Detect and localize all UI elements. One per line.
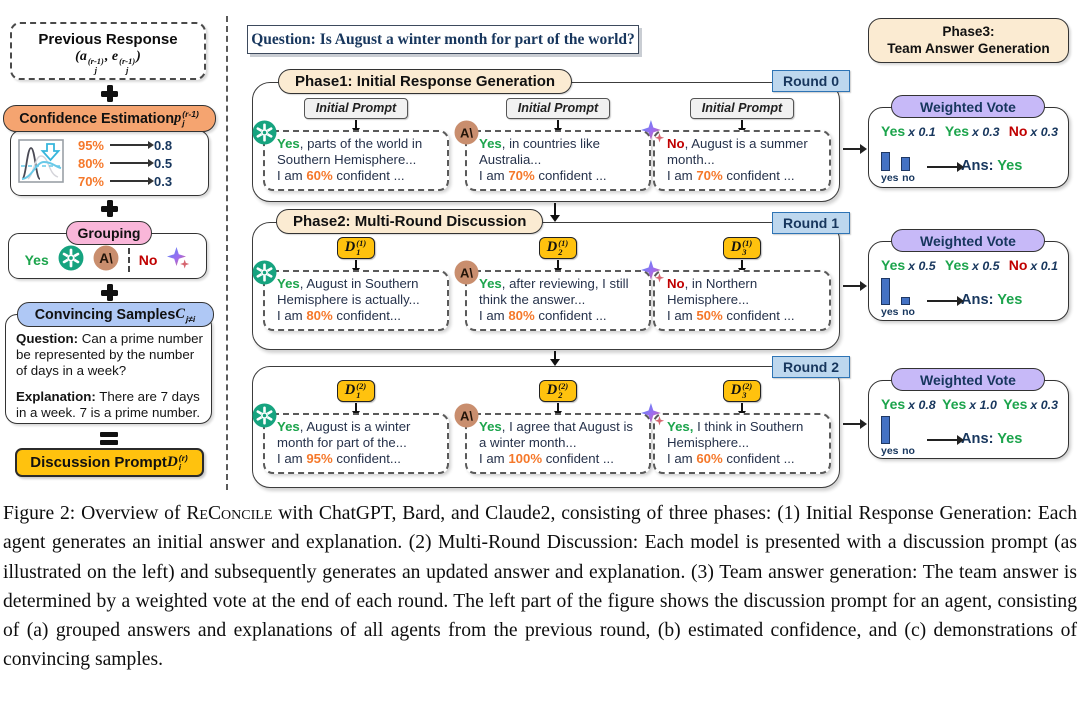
agent-column — [653, 98, 831, 191]
sample-explanation: Explanation: There are 7 days in a week. 7 is a prime number. — [16, 388, 201, 420]
vote-result-row — [869, 139, 1068, 188]
down-arrow-icon — [741, 403, 743, 411]
confidence-line: I am 60% confident ... — [667, 451, 795, 467]
down-arrow-icon — [557, 260, 559, 268]
right-arrow-icon — [927, 439, 957, 441]
discussion-prompt-label: D (2) 3 — [723, 380, 761, 402]
team-answer: Ans: Yes — [961, 431, 1023, 447]
confidence-line: I am 100% confident ... — [479, 451, 614, 467]
convincing-samples-header: Convincing Samples C j≠i — [17, 302, 214, 327]
reconcile-brand: ReConcile — [186, 503, 273, 524]
agent-column — [263, 98, 449, 191]
round-2-tag: Round 2 — [772, 356, 850, 378]
convincing-samples-box — [5, 314, 212, 424]
plus-icon — [101, 85, 118, 102]
distribution-chart-icon — [18, 139, 64, 188]
vote-weights: Yes x 0.1 Yes x 0.3 No x 0.3 — [881, 123, 1058, 139]
chatgpt-icon — [58, 245, 84, 276]
team-answer: Ans: Yes — [961, 158, 1023, 174]
right-arrow-icon — [110, 144, 148, 146]
confidence-line: I am 60% confident ... — [277, 168, 405, 184]
down-arrow-icon — [355, 403, 357, 411]
question-box: Question: Is August a winter month for part of the world? — [247, 25, 639, 54]
group-divider — [128, 248, 130, 272]
agent-column — [653, 380, 831, 474]
confidence-line: I am 70% confident ... — [479, 168, 607, 184]
claude-icon — [93, 245, 119, 276]
flow-arrow-right — [843, 148, 860, 150]
confidence-mapping-box — [10, 130, 209, 196]
claude-response-r0: A\ Yes, in countries like Australia... I am 70% confident ... — [465, 130, 651, 191]
flow-arrow-right — [843, 285, 860, 287]
previous-response-title: Previous Response — [38, 31, 178, 48]
grouping-yes-label: Yes — [24, 252, 49, 268]
agent-column — [263, 237, 449, 331]
svg-text:A\: A\ — [459, 265, 474, 281]
claude-response-r2: A\ Yes, I agree that August is a winter month... I am 100% confident ... — [465, 413, 651, 474]
yes-bar — [881, 278, 890, 305]
vote-result-row — [869, 273, 1068, 322]
chatgpt-icon — [252, 403, 277, 428]
round-2-container — [252, 366, 840, 488]
discussion-prompt-label: D (1) 1 — [337, 237, 375, 259]
bard-response-r2: Yes, I think in Southern Hemisphere... I am 60% confident ... — [653, 413, 831, 474]
svg-text:A\: A\ — [459, 408, 474, 424]
phase2-header: Phase2: Multi-Round Discussion — [276, 209, 543, 234]
agent-column — [459, 237, 651, 331]
confidence-line: I am 80% confident... — [277, 308, 401, 324]
discussion-prompt-label: D (2) 1 — [337, 380, 375, 402]
previous-response-box — [10, 22, 206, 80]
grouping-no-label: No — [138, 252, 158, 268]
previous-response-math: (a (r-1) j , e (r-1) j ) — [75, 49, 141, 75]
bard-icon — [640, 119, 665, 144]
bard-response-r1: No, in Northern Hemisphere... I am 50% confident ... — [653, 270, 831, 331]
weighted-vote-box-r2 — [868, 380, 1069, 459]
discussion-prompt-label: D (1) 3 — [723, 237, 761, 259]
round-0-container — [252, 82, 840, 202]
sample-question: Question: Can a prime number be represented by the number of days in a week? — [16, 331, 203, 379]
discussion-prompt-label: D (2) 2 — [539, 380, 577, 402]
right-arrow-icon — [927, 166, 957, 168]
weighted-vote-header: Weighted Vote — [891, 229, 1045, 252]
confidence-mapping-rows — [72, 138, 172, 189]
weighted-vote-header: Weighted Vote — [891, 95, 1045, 118]
confidence-line: I am 80% confident ... — [479, 308, 607, 324]
round-1-tag: Round 1 — [772, 212, 850, 234]
initial-prompt-label: Initial Prompt — [304, 98, 408, 119]
agent-column — [459, 380, 651, 474]
chatgpt-response-r2: Yes, August is a winter month for part of the... I am 95% confident... — [263, 413, 449, 474]
flow-arrow-down — [554, 351, 556, 359]
down-arrow-icon — [557, 120, 559, 128]
chatgpt-response-r1: Yes, August in Southern Hemisphere is actually... I am 80% confident... — [263, 270, 449, 331]
right-arrow-icon — [110, 162, 148, 164]
confidence-line: I am 70% confident ... — [667, 168, 795, 184]
svg-text:A\: A\ — [98, 250, 113, 266]
vote-result-row — [869, 412, 1068, 461]
down-arrow-icon — [355, 120, 357, 128]
weighted-vote-box-r1 — [868, 241, 1069, 321]
chatgpt-response-r0: Yes, parts of the world in Southern Hemisphere... I am 60% confident ... — [263, 130, 449, 191]
plus-icon — [101, 200, 118, 217]
flow-arrow-down — [554, 203, 556, 215]
bard-icon — [640, 402, 665, 427]
bard-icon — [640, 259, 665, 284]
no-bar — [901, 297, 910, 305]
vote-weights: Yes x 0.8 Yes x 1.0 Yes x 0.3 — [881, 396, 1058, 412]
figure-caption: Figure 2: Overview of ReConcile with ChatGPT, Bard, and Claude2, consisting of three phases: (1) Initial Response Generation: Each agent generates an initial answer and explanation. (2) Multi-Round Discussion: Each model is presented with a discussion prompt (as illustrated on the left) and subsequently generates an updated answer and explanation. (3) Team answer generation: The team answer is determined by a weighted vote at the end of each round. The left part of the figure shows the discussion prompt for an agent, consisting of (a) grouped answers and explanations of all agents from the previous round, (b) estimated confidence, and (c) demonstrations of convincing samples. — [3, 503, 1077, 671]
down-arrow-icon — [741, 260, 743, 268]
initial-prompt-label: Initial Prompt — [690, 98, 794, 119]
claude-response-r1: A\ Yes, after reviewing, I still think the answer... I am 80% confident ... — [465, 270, 651, 331]
confidence-mapping-row: 70% 0.3 — [77, 173, 173, 189]
right-arrow-icon — [927, 300, 957, 302]
phase1-header: Phase1: Initial Response Generation — [278, 69, 572, 94]
claude-icon — [454, 260, 479, 285]
agent-column — [263, 380, 449, 474]
confidence-mapping-row: 80% 0.5 — [77, 155, 173, 171]
down-arrow-icon — [741, 120, 743, 128]
right-arrow-icon — [110, 180, 148, 182]
yes-bar — [881, 416, 890, 444]
equals-icon — [100, 431, 118, 445]
down-arrow-icon — [557, 403, 559, 411]
confidence-line: I am 95% confident... — [277, 451, 401, 467]
flow-arrow-right — [843, 423, 860, 425]
round-0-tag: Round 0 — [772, 70, 850, 92]
discussion-prompt-box: Discussion Prompt D (r) i — [15, 448, 204, 477]
round-1-container — [252, 222, 840, 350]
vote-bar-chart: yes no — [881, 142, 923, 184]
vertical-dashed-divider — [226, 16, 228, 490]
chatgpt-icon — [252, 260, 277, 285]
weighted-vote-header: Weighted Vote — [891, 368, 1045, 391]
bard-response-r0: No, August is a summer month... I am 70% confident ... — [653, 130, 831, 191]
vote-weights: Yes x 0.5 Yes x 0.5 No x 0.1 — [881, 257, 1058, 273]
grouping-header: Grouping — [66, 221, 152, 245]
discussion-prompt-label: D (1) 2 — [539, 237, 577, 259]
confidence-line: I am 50% confident ... — [667, 308, 795, 324]
confidence-mapping-row: 95% 0.8 — [77, 137, 173, 153]
plus-icon — [101, 284, 118, 301]
bard-icon — [166, 246, 190, 275]
agent-column — [459, 98, 651, 191]
weighted-vote-box-r0 — [868, 107, 1069, 188]
vote-bar-chart: yes no — [881, 415, 923, 457]
confidence-estimation-header: Confidence Estimation p (r-1) j — [3, 105, 216, 132]
agent-column — [653, 237, 831, 331]
claude-icon — [454, 403, 479, 428]
svg-text:A\: A\ — [459, 125, 474, 141]
chatgpt-icon — [252, 120, 277, 145]
yes-bar — [881, 152, 890, 171]
no-bar — [901, 157, 910, 171]
initial-prompt-label: Initial Prompt — [506, 98, 610, 119]
team-answer: Ans: Yes — [961, 292, 1023, 308]
vote-bar-chart: yes no — [881, 276, 923, 318]
phase3-header: Phase3: Team Answer Generation — [868, 18, 1069, 63]
down-arrow-icon — [355, 260, 357, 268]
claude-icon — [454, 120, 479, 145]
